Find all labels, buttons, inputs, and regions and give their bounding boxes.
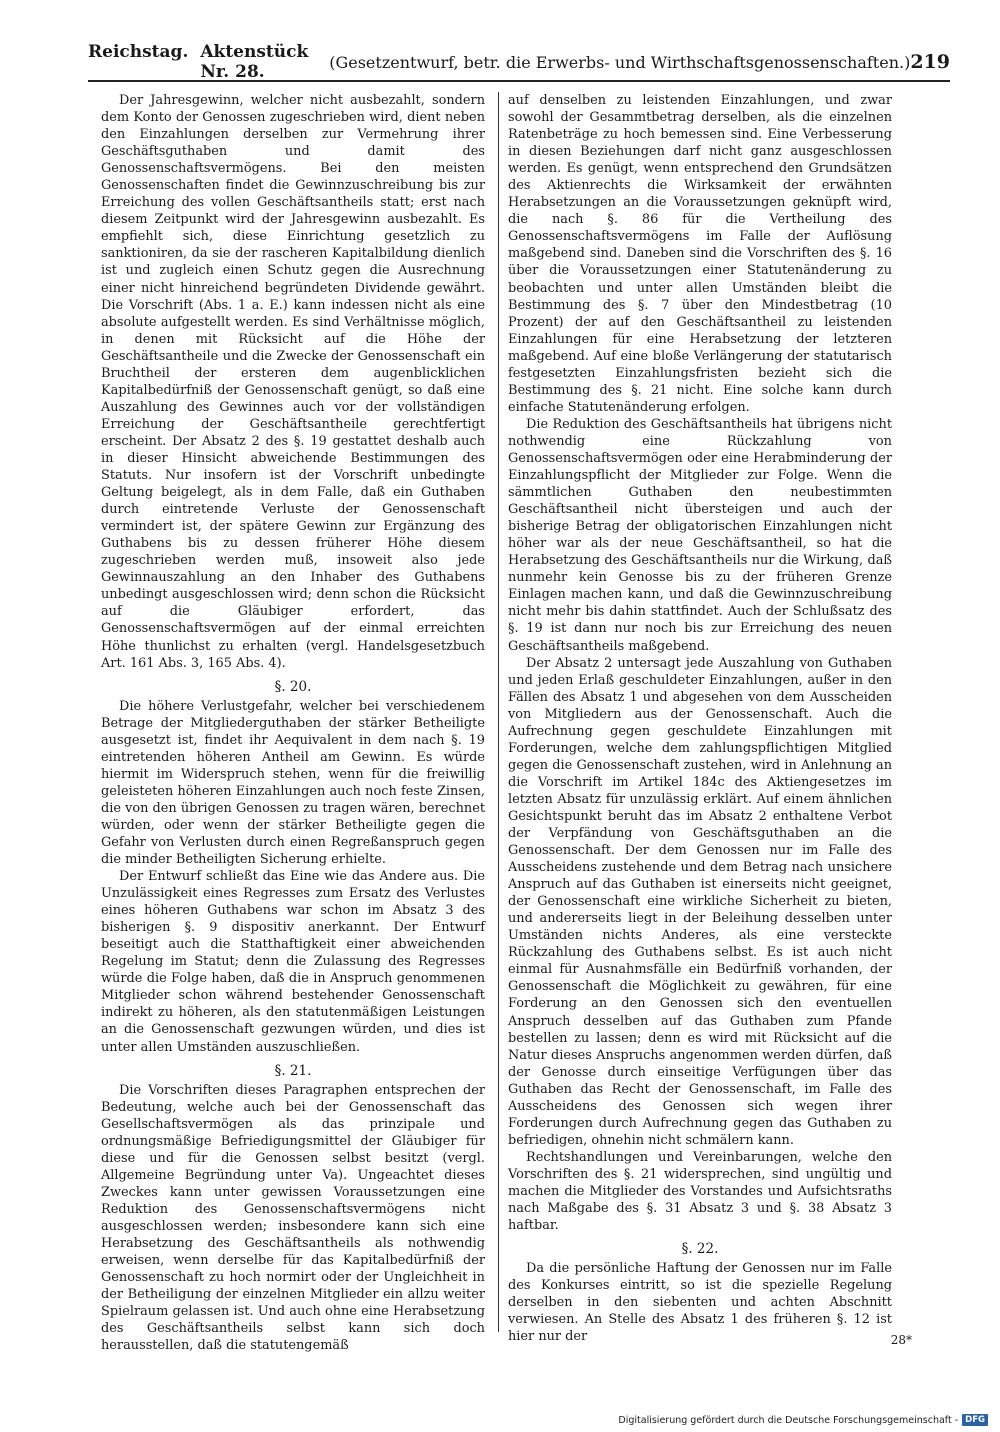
paragraph: Rechtshandlungen und Vereinbarungen, welche den Vorschriften des §. 21 widersprechen, sind ungültig und machen die Mitglieder des Vorstandes und Aufsichtsraths nach Maßgabe des §. 31 Absatz 3 und §. 38 Absatz 3 haftbar. [508,1149,892,1234]
paragraph: Die Vorschriften dieses Paragraphen entsprechen der Bedeutung, welche auch bei der Genossenschaft das Gesellschaftsvermögen als das prinzipale und ordnungsmäßige Befriedigungsmittel der Gläubiger für diese und für die Genossen selbst besitzt (vergl. Allgemeine Begründung unter Va). Ungeachtet dieses Zweckes kann unter gewissen Voraussetzungen eine Reduktion des Genossenschaftsvermögens nicht ausgeschlossen werden; insbesondere kann sich eine Herabsetzung des Geschäftsantheils als nothwendig erweisen, wenn derselbe für das Kapitalbedürfniß der Genossenschaft zu hoch normirt oder der Ungleichheit in der Betheiligung der einzelnen Mitglieder ein allzu weiter Spielraum gelassen ist. Und auch ohne eine Herabsetzung des Geschäftsantheils selbst kann sich doch herausstellen, daß die statutengemäß [101,1082,485,1354]
paragraph: auf denselben zu leistenden Einzahlungen, und zwar sowohl der Gesammtbetrag derselben, als die einzelnen Ratenbeträge zu hoch bemessen sind. Eine Verbesserung in diesen Beziehungen darf nicht ganz ausgeschlossen werden. Es genügt, wenn entsprechend den Grundsätzen des Aktienrechts die Wirksamkeit der erwähnten Herabsetzungen an die Voraussetzungen geknüpft wird, die nach §. 86 für die Vertheilung des Genossenschaftsvermögens im Falle der Auflösung maßgebend sind. Daneben sind die Vorschriften des §. 16 über die Voraussetzungen einer Statutenänderung zu beobachten und unter allen Umständen bleibt die Bestimmung des §. 7 über den Mindestbetrag (10 Prozent) der auf den Geschäftsantheil zu leistenden Einzahlungen für eine Herabsetzung der letzteren maßgebend. Auf eine bloße Verlängerung der statutarisch festgesetzten Einzahlungsfristen bezieht sich die Bestimmung des §. 21 nicht. Eine solche kann durch einfache Statutenänderung erfolgen. [508,93,892,415]
header-left [88,42,329,82]
paragraph: Die Reduktion des Geschäftsantheils hat übrigens nicht nothwendig eine Rückzahlung von Genossenschaftsvermögen oder eine Herabminderung der Einzahlungspflicht der Mitglieder zur Folge. Wenn die sämmtlichen Guthaben den neubestimmten Geschäftsantheil nicht übersteigen und auch der bisherige Betrag der obligatorischen Einzahlungen nicht höher war als der neue Geschäftsantheil, so hat die Herabsetzung des Geschäftsantheils nur die Wirkung, daß nunmehr kein Genosse bis zu der früheren Grenze Einlagen machen kann, und daß die Gewinnzuschreibung nicht mehr bis dahin stattfindet. Auch der Schlußsatz des §. 19 ist dann nur noch bis zur Erreichung des neuen Geschäftsantheils maßgebend. [508,416,892,654]
paragraph: Der Jahresgewinn, welcher nicht ausbezahlt, sondern dem Konto der Genossen zugeschrieben wird, dient neben den Einzahlungen derselben zur Vermehrung ihrer Geschäftsguthaben und damit des Genossenschaftsvermögens. Bei den meisten Genossenschaften findet die Gewinnzuschreibung bis zur Erreichung des vollen Geschäftsantheils statt; erst nach diesem Zeitpunkt wird der Jahresgewinn ausbezahlt. Es empfiehlt sich, diese Einrichtung gesetzlich zu sanktioniren, da sie der rascheren Kapitalbildung dienlich ist und zugleich einen Schutz gegen die Ausrechnung einer nicht hinreichend begründeten Dividende gewährt. Die Vorschrift (Abs. 1 a. E.) kann indessen nicht als eine absolute aufgestellt werden. Es sind Verhältnisse möglich, in denen mit Rücksicht auf die Höhe der Geschäftsantheile und die Zwecke der Genossenschaft ein Bruchtheil der ersteren dem augenblicklichen Kapitalbedürfniß der Genossenschaft genügt, so daß eine Auszahlung des Gewinnes auch vor der vollständigen Erreichung der Geschäftsantheile gerechtfertigt erscheint. Der Absatz 2 des §. 19 gestattet deshalb auch in dieser Hinsicht abweichende Bestimmungen des Statuts. Nur insofern ist der Vorschrift unbedingte Geltung beigelegt, als in dem Falle, daß ein Guthaben durch eintretende Verluste der Genossenschaft vermindert ist, der spätere Gewinn zur Ergänzung des Guthabens bis zu dessen früherer Höhe diesem zugeschrieben werden muß, insoweit also jede Gewinnauszahlung an den Inhaber des Guthabens unbedingt ausgeschlossen wird; denn schon die Rücksicht auf die Gläubiger erfordert, das Genossenschaftsvermögen auf der einmal erreichten Höhe thunlichst zu erhalten (vergl. Handelsgesetzbuch Art. 161 Abs. 3, 165 Abs. 4). [101,93,485,671]
signature-mark: 28* [890,1333,912,1347]
section-heading: §. 22. [681,1241,719,1258]
column-divider [498,92,499,1332]
header-document: Aktenstück Nr. 28. [200,42,309,82]
right-column [508,92,892,1345]
section-heading: §. 20. [274,678,312,695]
paragraph: Der Absatz 2 untersagt jede Auszahlung von Guthaben und jeden Erlaß geschuldeter Einzahlungen, außer in den Fällen des Absatz 1 und abgesehen von dem Ausscheiden von Mitgliedern aus der Genossenschaft. Auch die Aufrechnung gegen geschuldete Einzahlungen mit Forderungen, welche dem zahlungspflichtigen Mitglied gegen die Genossenschaft zustehen, wird in Anlehnung an die Vorschrift im Artikel 184c des Aktiengesetzes im letzten Absatz für unzulässig erklärt. Auf einem ähnlichen Gesichtspunkt beruht das im Absatz 2 enthaltene Verbot der Verpfändung von Geschäftsguthaben an die Genossenschaft. Der dem Genossen nur im Falle des Ausscheidens zustehende und dem Betrag nach unsichere Anspruch auf das Guthaben ist einerseits nicht geeignet, der Genossenschaft eine wirkliche Sicherheit zu bieten, und andererseits liegt in der Beleihung desselben unter Umständen nichts Anderes, als eine versteckte Rückzahlung des Guthabens selbst. Es ist auch nicht einmal für Ausnahmsfälle ein Bedürfniß vorhanden, der Genossenschaft die Möglichkeit zu gewähren, für eine Forderung an den Genossen sich den eventuellen Anspruch desselben auf das Guthaben zum Pfande bestellen zu lassen; denn es wird mit Rücksicht auf die Natur dieses Anspruchs angenommen werden dürfen, daß der Genosse durch einseitige Verfügungen über das Guthaben das Recht der Genossenschaft, im Falle des Ausscheidens des Genossen sich wegen ihrer Forderungen durch Aufrechnung gegen das Guthaben zu befriedigen, ohnehin nicht schmälern kann. [508,655,892,1148]
paragraph: Der Entwurf schließt das Eine wie das Andere aus. Die Unzulässigkeit eines Regresses zum Ersatz des Verlustes eines höheren Guthabens war schon im Absatz 3 des bisherigen §. 9 dispositiv anerkannt. Der Entwurf beseitigt auch die Statthaftigkeit einer abweichenden Regelung im Statut; denn die Zulassung des Regresses würde die Folge haben, daß die in Anspruch genommenen Mitglieder schon während bestehender Genossenschaft indirekt zu höheren, als den statutenmäßigen Leistungen an die Genossenschaft gezwungen würden, und dies ist unter allen Umständen auszuschließen. [101,869,485,1055]
dfg-logo: DFG [962,1414,988,1426]
footer-text: Digitalisierung gefördert durch die Deutsche Forschungsgemeinschaft - [618,1414,959,1426]
left-column [101,92,485,1354]
header-journal: Reichstag. [88,42,189,62]
footer [618,1414,988,1426]
page-number: 219 [910,51,950,73]
section-heading: §. 21. [274,1062,312,1079]
paragraph: Da die persönliche Haftung der Genossen nur im Falle des Konkurses eintritt, so ist die spezielle Regelung derselben in den siebenten und achten Abschnitt verwiesen. An Stelle des Absatz 1 des früheren §. 12 ist hier nur der [508,1261,892,1345]
page-header [88,44,950,82]
header-title: (Gesetzentwurf, betr. die Erwerbs- und Wirthschaftsgenossenschaften.) [329,52,911,72]
paragraph: Die höhere Verlustgefahr, welcher bei verschiedenem Betrage der Mitgliederguthaben der stärker Betheiligte ausgesetzt ist, findet ihr Aequivalent in dem nach §. 19 eintretenden höheren Antheil am Gewinn. Es würde hiermit im Widerspruch stehen, wenn für die freiwillig geleisteten höheren Einzahlungen auch noch feste Zinsen, die von den übrigen Genossen zu tragen wären, berechnet würden, oder wenn der stärker Betheiligte gegen die Gefahr von Verlusten durch einen Regreßanspruch gegen die minder Betheiligten Sicherung erhielte. [101,698,485,868]
